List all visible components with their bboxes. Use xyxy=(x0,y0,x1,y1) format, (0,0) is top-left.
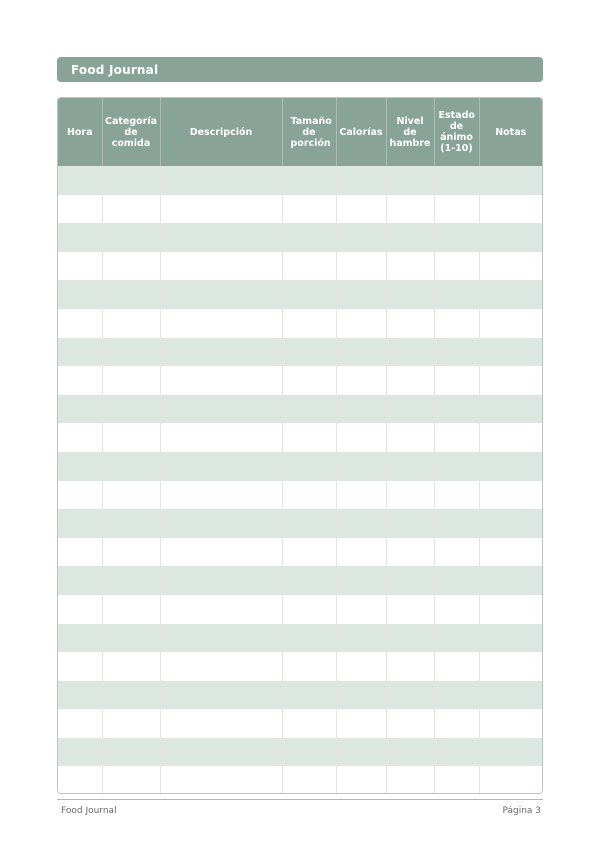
table-cell[interactable] xyxy=(58,681,102,710)
table-cell[interactable] xyxy=(282,566,336,595)
table-cell[interactable] xyxy=(479,709,542,738)
table-row xyxy=(58,652,542,681)
table-row xyxy=(58,481,542,510)
table-cell[interactable] xyxy=(58,309,102,338)
table-cell[interactable] xyxy=(479,766,542,794)
table-cell[interactable] xyxy=(386,738,434,767)
table-cell[interactable] xyxy=(102,423,160,452)
table-row xyxy=(58,452,542,481)
table-cell[interactable] xyxy=(386,709,434,738)
table-cell[interactable] xyxy=(386,681,434,710)
table-cell[interactable] xyxy=(58,509,102,538)
col-header-calorias: Calorías xyxy=(336,98,386,166)
table-cell[interactable] xyxy=(102,481,160,510)
table-cell[interactable] xyxy=(160,738,282,767)
table-cell[interactable] xyxy=(160,252,282,281)
table-cell[interactable] xyxy=(336,166,386,195)
table-cell[interactable] xyxy=(434,166,479,195)
table-cell[interactable] xyxy=(336,452,386,481)
table-cell[interactable] xyxy=(282,280,336,309)
table-cell[interactable] xyxy=(434,709,479,738)
table-cell[interactable] xyxy=(386,624,434,653)
table-cell[interactable] xyxy=(58,252,102,281)
table-cell[interactable] xyxy=(479,252,542,281)
table-cell[interactable] xyxy=(102,166,160,195)
table-cell[interactable] xyxy=(434,538,479,567)
table-row xyxy=(58,566,542,595)
col-header-nivel-hambre: Nivel de hambre xyxy=(386,98,434,166)
table-cell[interactable] xyxy=(58,709,102,738)
table-cell[interactable] xyxy=(386,452,434,481)
journal-grid xyxy=(58,98,542,794)
table-cell[interactable] xyxy=(160,366,282,395)
table-cell[interactable] xyxy=(102,452,160,481)
table-cell[interactable] xyxy=(434,280,479,309)
table-cell[interactable] xyxy=(336,652,386,681)
table-cell[interactable] xyxy=(434,366,479,395)
table-cell[interactable] xyxy=(160,652,282,681)
journal-table xyxy=(57,97,543,794)
table-cell[interactable] xyxy=(282,766,336,794)
table-cell[interactable] xyxy=(386,538,434,567)
table-cell[interactable] xyxy=(386,166,434,195)
table-cell[interactable] xyxy=(102,652,160,681)
table-cell[interactable] xyxy=(160,509,282,538)
table-cell[interactable] xyxy=(479,681,542,710)
table-cell[interactable] xyxy=(336,738,386,767)
table-cell[interactable] xyxy=(58,595,102,624)
table-cell[interactable] xyxy=(160,166,282,195)
table-cell[interactable] xyxy=(479,166,542,195)
table-cell[interactable] xyxy=(102,538,160,567)
table-row xyxy=(58,766,542,794)
table-cell[interactable] xyxy=(386,481,434,510)
table-row xyxy=(58,338,542,367)
table-cell[interactable] xyxy=(479,195,542,224)
table-cell[interactable] xyxy=(282,595,336,624)
table-cell[interactable] xyxy=(102,366,160,395)
table-cell[interactable] xyxy=(386,423,434,452)
table-cell[interactable] xyxy=(58,481,102,510)
table-cell[interactable] xyxy=(282,738,336,767)
table-cell[interactable] xyxy=(160,595,282,624)
table-cell[interactable] xyxy=(434,738,479,767)
table-cell[interactable] xyxy=(336,223,386,252)
table-cell[interactable] xyxy=(336,509,386,538)
table-cell[interactable] xyxy=(160,338,282,367)
table-cell[interactable] xyxy=(58,166,102,195)
table-cell[interactable] xyxy=(282,395,336,424)
table-cell[interactable] xyxy=(58,223,102,252)
table-cell[interactable] xyxy=(434,452,479,481)
table-cell[interactable] xyxy=(336,395,386,424)
table-cell[interactable] xyxy=(160,223,282,252)
table-cell[interactable] xyxy=(102,252,160,281)
table-cell[interactable] xyxy=(282,452,336,481)
table-cell[interactable] xyxy=(336,709,386,738)
table-cell[interactable] xyxy=(102,566,160,595)
table-cell[interactable] xyxy=(434,338,479,367)
table-cell[interactable] xyxy=(58,738,102,767)
table-cell[interactable] xyxy=(386,223,434,252)
table-row xyxy=(58,509,542,538)
table-cell[interactable] xyxy=(282,338,336,367)
table-cell[interactable] xyxy=(336,252,386,281)
table-row xyxy=(58,166,542,195)
table-cell[interactable] xyxy=(386,280,434,309)
table-row xyxy=(58,223,542,252)
table-cell[interactable] xyxy=(386,595,434,624)
table-cell[interactable] xyxy=(479,538,542,567)
table-cell[interactable] xyxy=(336,481,386,510)
table-row xyxy=(58,252,542,281)
table-cell[interactable] xyxy=(58,338,102,367)
table-cell[interactable] xyxy=(434,595,479,624)
table-cell[interactable] xyxy=(282,709,336,738)
table-cell[interactable] xyxy=(102,509,160,538)
table-cell[interactable] xyxy=(102,309,160,338)
table-cell[interactable] xyxy=(336,681,386,710)
table-cell[interactable] xyxy=(479,509,542,538)
table-row xyxy=(58,195,542,224)
table-row xyxy=(58,709,542,738)
table-cell[interactable] xyxy=(282,423,336,452)
header-row xyxy=(58,98,542,166)
table-cell[interactable] xyxy=(434,309,479,338)
footer-divider xyxy=(57,799,543,800)
table-cell[interactable] xyxy=(102,738,160,767)
table-cell[interactable] xyxy=(282,509,336,538)
table-cell[interactable] xyxy=(58,624,102,653)
col-header-hora: Hora xyxy=(58,98,102,166)
table-cell[interactable] xyxy=(386,366,434,395)
table-cell[interactable] xyxy=(386,195,434,224)
table-cell[interactable] xyxy=(336,338,386,367)
table-cell[interactable] xyxy=(282,481,336,510)
table-cell[interactable] xyxy=(479,366,542,395)
table-row xyxy=(58,423,542,452)
table-cell[interactable] xyxy=(160,309,282,338)
table-cell[interactable] xyxy=(58,452,102,481)
table-cell[interactable] xyxy=(58,538,102,567)
page-title: Food Journal xyxy=(71,62,159,77)
table-cell[interactable] xyxy=(479,624,542,653)
table-cell[interactable] xyxy=(479,566,542,595)
table-cell[interactable] xyxy=(434,766,479,794)
table-cell[interactable] xyxy=(434,395,479,424)
table-cell[interactable] xyxy=(434,509,479,538)
table-cell[interactable] xyxy=(102,395,160,424)
table-cell[interactable] xyxy=(282,252,336,281)
col-header-estado-animo: Estado de ánimo (1-10) xyxy=(434,98,479,166)
col-header-tamano: Tamaño de porción xyxy=(282,98,336,166)
table-cell[interactable] xyxy=(336,423,386,452)
table-cell[interactable] xyxy=(386,566,434,595)
table-cell[interactable] xyxy=(102,280,160,309)
table-cell[interactable] xyxy=(58,766,102,794)
table-cell[interactable] xyxy=(102,766,160,794)
table-row xyxy=(58,624,542,653)
table-cell[interactable] xyxy=(479,223,542,252)
table-cell[interactable] xyxy=(282,366,336,395)
table-cell[interactable] xyxy=(386,652,434,681)
table-cell[interactable] xyxy=(282,624,336,653)
table-cell[interactable] xyxy=(434,423,479,452)
table-cell[interactable] xyxy=(479,309,542,338)
table-cell[interactable] xyxy=(102,195,160,224)
table-cell[interactable] xyxy=(282,309,336,338)
table-body xyxy=(58,166,542,794)
table-cell[interactable] xyxy=(160,538,282,567)
table-cell[interactable] xyxy=(160,452,282,481)
col-header-notas: Notas xyxy=(495,126,527,138)
table-cell[interactable] xyxy=(479,481,542,510)
table-cell[interactable] xyxy=(336,624,386,653)
table-cell[interactable] xyxy=(336,280,386,309)
table-cell[interactable] xyxy=(434,195,479,224)
table-cell[interactable] xyxy=(386,509,434,538)
table-cell[interactable] xyxy=(160,566,282,595)
table-cell[interactable] xyxy=(386,252,434,281)
table-cell[interactable] xyxy=(336,595,386,624)
table-cell[interactable] xyxy=(386,309,434,338)
table-cell[interactable] xyxy=(58,366,102,395)
table-row xyxy=(58,595,542,624)
table-row xyxy=(58,395,542,424)
table-row xyxy=(58,309,542,338)
table-cell[interactable] xyxy=(282,223,336,252)
table-cell[interactable] xyxy=(336,309,386,338)
table-cell[interactable] xyxy=(282,652,336,681)
table-cell[interactable] xyxy=(160,395,282,424)
table-cell[interactable] xyxy=(479,280,542,309)
table-cell[interactable] xyxy=(160,709,282,738)
table-cell[interactable] xyxy=(160,481,282,510)
table-cell[interactable] xyxy=(102,223,160,252)
table-cell[interactable] xyxy=(282,195,336,224)
table-cell[interactable] xyxy=(479,595,542,624)
table-cell[interactable] xyxy=(282,538,336,567)
table-cell[interactable] xyxy=(102,681,160,710)
table-cell[interactable] xyxy=(336,766,386,794)
table-cell[interactable] xyxy=(434,681,479,710)
table-cell[interactable] xyxy=(386,395,434,424)
table-cell[interactable] xyxy=(479,395,542,424)
table-row xyxy=(58,738,542,767)
table-cell[interactable] xyxy=(102,709,160,738)
table-cell[interactable] xyxy=(58,566,102,595)
table-cell[interactable] xyxy=(160,766,282,794)
table-cell[interactable] xyxy=(282,166,336,195)
table-cell[interactable] xyxy=(479,423,542,452)
table-cell[interactable] xyxy=(58,195,102,224)
table-cell[interactable] xyxy=(58,652,102,681)
table-cell[interactable] xyxy=(102,595,160,624)
table-cell[interactable] xyxy=(434,652,479,681)
table-cell[interactable] xyxy=(434,566,479,595)
table-cell[interactable] xyxy=(282,681,336,710)
table-cell[interactable] xyxy=(434,252,479,281)
footer-title: Food Journal xyxy=(61,806,117,816)
table-cell[interactable] xyxy=(336,195,386,224)
table-cell[interactable] xyxy=(160,423,282,452)
table-cell[interactable] xyxy=(160,624,282,653)
table-cell[interactable] xyxy=(434,481,479,510)
page-number: Página 3 xyxy=(502,806,541,816)
table-cell[interactable] xyxy=(479,452,542,481)
table-cell[interactable] xyxy=(336,538,386,567)
table-row xyxy=(58,538,542,567)
table-cell[interactable] xyxy=(336,566,386,595)
table-cell[interactable] xyxy=(336,366,386,395)
table-cell[interactable] xyxy=(479,738,542,767)
col-header-descripcion: Descripción xyxy=(160,98,282,166)
table-cell[interactable] xyxy=(160,280,282,309)
table-cell[interactable] xyxy=(160,681,282,710)
table-cell[interactable] xyxy=(434,223,479,252)
table-row xyxy=(58,681,542,710)
col-header-categoria: Categoría de comida xyxy=(102,98,160,166)
table-row xyxy=(58,280,542,309)
table-cell[interactable] xyxy=(160,195,282,224)
table-cell[interactable] xyxy=(479,338,542,367)
table-cell[interactable] xyxy=(58,423,102,452)
table-row xyxy=(58,366,542,395)
table-cell[interactable] xyxy=(102,338,160,367)
table-cell[interactable] xyxy=(58,395,102,424)
table-cell[interactable] xyxy=(386,766,434,794)
title-bar xyxy=(57,57,543,82)
table-cell[interactable] xyxy=(58,280,102,309)
table-cell[interactable] xyxy=(102,624,160,653)
table-cell[interactable] xyxy=(434,624,479,653)
table-cell[interactable] xyxy=(386,338,434,367)
table-cell[interactable] xyxy=(479,652,542,681)
